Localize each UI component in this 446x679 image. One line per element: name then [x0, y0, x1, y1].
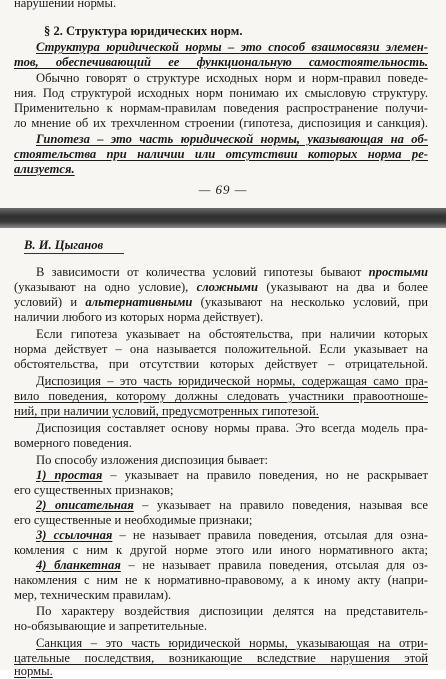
hypothesis-line-3: ализуется.: [14, 162, 75, 176]
top-page: [0, 0, 446, 208]
author-header: В. И. Цыганов: [24, 238, 104, 252]
text-line-10: ний, при наличии условий, предусмотренных гипотезой.: [14, 404, 319, 418]
text-line-6: норма действует – она называется положительной. Если указывает на: [14, 342, 428, 356]
text-line-17: его существенные и необходимые признаки;: [14, 513, 253, 527]
text-line-15: его существенных признаков;: [14, 483, 174, 497]
text-span: условий) и: [14, 295, 86, 309]
text-span: – указывает на правило поведения, называя все: [133, 498, 428, 512]
text-line-13: По способу изложения диспозиция бывает:: [36, 453, 269, 467]
text-line-3: [14, 295, 428, 310]
text-span: (указывают на одно условие),: [14, 280, 197, 294]
para-line-2: ния. Под структурой исходных норм понимаю их смысловую структуру.: [14, 86, 428, 100]
definition-line-2: тов, обеспечивающий ее функциональную самостоятельность.: [14, 55, 428, 69]
text-line-9: вило поведения, которому должны следовать участники правоотноше-: [14, 389, 428, 403]
text-line-7: обстоятельства, при отсутствии которых действует – отрицательной.: [14, 357, 428, 371]
text-line-2: [14, 280, 428, 295]
term-alternative: альтернативными: [85, 295, 193, 309]
text-line-23: По характеру воздействия диспозиции делятся на представитель-: [36, 604, 428, 618]
text-line-12: вомерного поведения.: [14, 436, 132, 450]
hypothesis-rest: – это часть юридической нормы, указывающая на об-: [89, 132, 428, 146]
text-line-14: [36, 468, 428, 483]
text-line-20: [36, 558, 428, 573]
text-line-26: цательные последствия, возникающие вследствие нарушения этой: [14, 651, 428, 665]
section-heading: § 2. Структура юридических норм.: [44, 24, 243, 38]
hypothesis-line-2: стоятельства при наличии или отсутствии которых норма ре-: [14, 147, 428, 161]
page-number: — 69 —: [198, 182, 248, 197]
term-reference: 3) ссылочная: [36, 528, 113, 542]
text-span: (указывают на два и более: [258, 280, 429, 294]
term-simple: простыми: [368, 265, 428, 279]
para-line-1: Обычно говорят о структуре исходных норм и норм-правил поведе-: [36, 71, 428, 85]
text-line-27: нормы.: [14, 664, 53, 678]
hypothesis-term: Гипотеза: [36, 132, 90, 146]
hypothesis-line-1: [36, 132, 428, 147]
text-span: В зависимости от количества условий гипотезы бывают: [36, 265, 369, 279]
text-line-8: Диспозиция – это часть юридической нормы, содержащая само пра-: [36, 374, 428, 388]
term-descriptive: 2) описательная: [36, 498, 134, 512]
para-line-4: ло мнение об их трехчленном строении (гипотеза, диспозиция и санкция).: [14, 116, 428, 130]
text-span: (указывают на несколько условий, при: [192, 295, 428, 309]
definition-line-1: [36, 40, 428, 55]
fragment-text: нарушении нормы.: [14, 0, 117, 10]
text-line-4: наличии любого из которых норма действует).: [14, 310, 264, 324]
text-line-11: Диспозиция составляет основу нормы права. Это всегда модель пра-: [36, 421, 428, 435]
definition-term: Структура юридической нормы: [36, 40, 222, 54]
text-line-18: [36, 528, 428, 543]
text-line-22: мер, техническим правилам).: [14, 588, 172, 602]
term-simple-disposition: 1) простая: [36, 468, 103, 482]
text-line-16: [36, 498, 428, 513]
header-rule: [24, 253, 124, 254]
para-line-3: Применительно к нормам-правилам поведения распространение получи-: [14, 101, 428, 115]
text-line-24: но-обязывающие и запретительные.: [14, 619, 208, 633]
text-span: – не называет правила поведения, отсылая для озна-: [112, 528, 429, 542]
page-gutter: [0, 208, 446, 228]
text-span: – указывает на правило поведения, но не раскрывает: [102, 468, 428, 482]
text-line-19: комления с ним к другой норме этого или иного нормативного акта;: [14, 543, 428, 557]
text-line-25: Санкция – это часть юридической нормы, указывающая на отри-: [36, 636, 428, 650]
text-line-1: [36, 265, 428, 280]
definition-rest: – это способ взаимосвязи элемен-: [221, 40, 428, 54]
term-complex: сложными: [196, 280, 259, 294]
term-blanket: 4) бланкетная: [36, 558, 121, 572]
text-span: – не называет правила поведения, отсылая для оз-: [120, 558, 429, 572]
text-line-5: Если гипотеза указывает на обстоятельства, при наличии которых: [36, 327, 428, 341]
text-line-21: накомления с ним не к нормативно-правовому, а к иному акту (напри-: [14, 573, 428, 587]
